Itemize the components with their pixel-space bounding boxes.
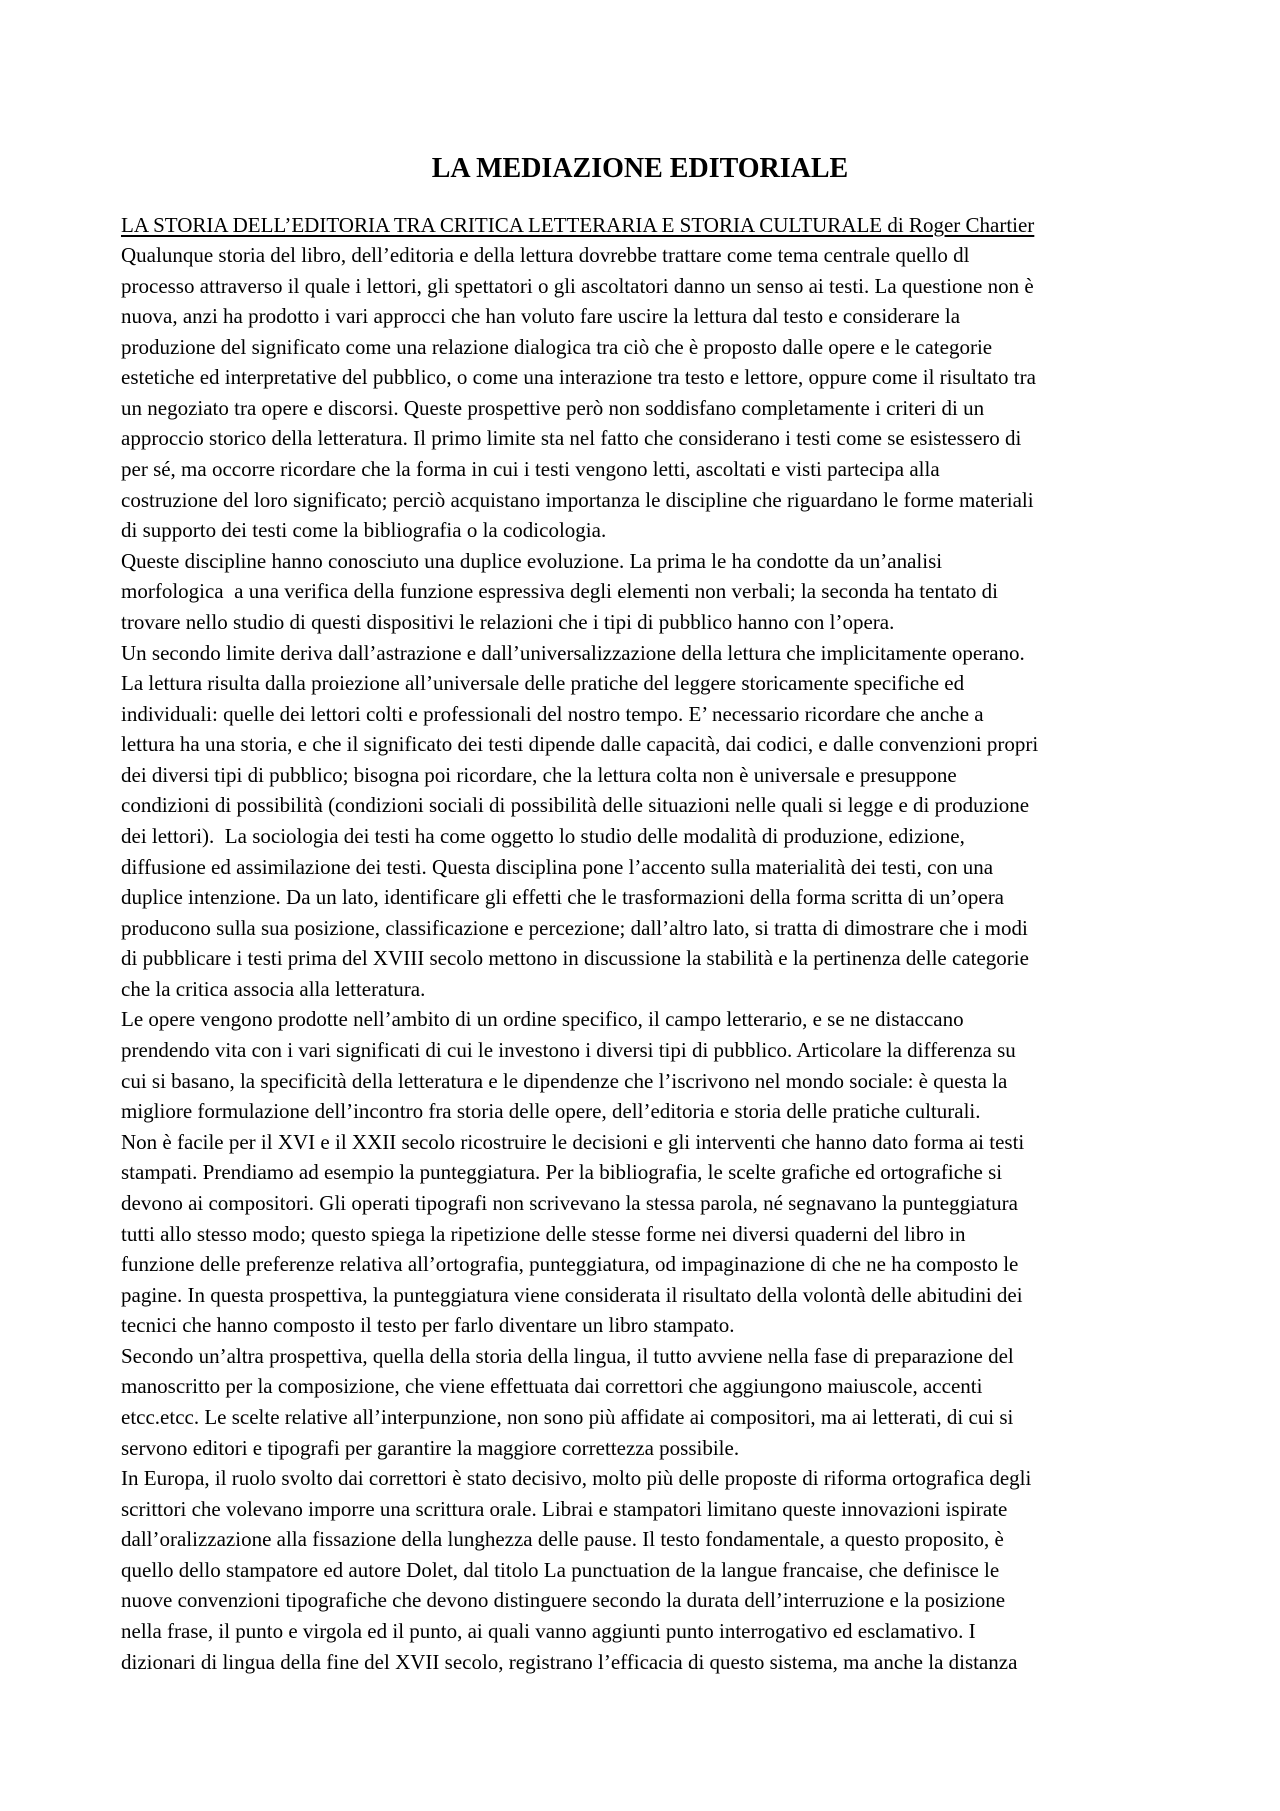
- paragraph-2: [121, 546, 1261, 638]
- body-line: servono editori e tipografi per garantire la maggiore correttezza possibile.: [121, 1435, 740, 1460]
- body-line: La lettura risulta dalla proiezione all’universale delle pratiche del leggere storicamente specifiche ed: [121, 671, 965, 696]
- body-line: In Europa, il ruolo svolto dai correttori è stato decisivo, molto più delle proposte di riforma ortografica degli: [121, 1466, 1032, 1491]
- body-line: producono sulla sua posizione, classificazione e percezione; dall’altro lato, si tratta di dimostrare che i modi: [121, 915, 1028, 940]
- body-line: lettura ha una storia, e che il significato dei testi dipende dalle capacità, dai codici, e dalle convenzioni propri: [121, 732, 1039, 757]
- body-line: dizionari di lingua della fine del XVII secolo, registrano l’efficacia di questo sistema, ma anche la distanza: [121, 1649, 1018, 1674]
- body-line: Non è facile per il XVI e il XXII secolo ricostruire le decisioni e gli interventi che hanno dato forma ai testi: [121, 1129, 1025, 1154]
- body-line: dei lettori). La sociologia dei testi ha come oggetto lo studio delle modalità di produzione, edizione,: [121, 823, 965, 848]
- body-line: scrittori che volevano imporre una scrittura orale. Librai e stampatori limitano queste innovazioni ispirate: [121, 1496, 1008, 1521]
- body-line: per sé, ma occorre ricordare che la forma in cui i testi vengono letti, ascoltati e visti partecipa alla: [121, 457, 940, 482]
- body-line: nella frase, il punto e virgola ed il punto, ai quali vanno aggiunti punto interrogativo ed esclamativo. I: [121, 1619, 976, 1644]
- body-line: tutti allo stesso modo; questo spiega la ripetizione delle stesse forme nei diversi quaderni del libro in: [121, 1221, 966, 1246]
- document-body: [121, 240, 1261, 1677]
- body-line: migliore formulazione dell’incontro fra storia delle opere, dell’editoria e storia delle pratiche culturali.: [121, 1099, 981, 1124]
- document-subtitle: LA STORIA DELL’EDITORIA TRA CRITICA LETTERARIA E STORIA CULTURALE di Roger Chartier: [121, 213, 1035, 237]
- body-line: stampati. Prendiamo ad esempio la punteggiatura. Per la bibliografia, le scelte grafiche ed ortografiche si: [121, 1160, 1003, 1185]
- body-line: dei diversi tipi di pubblico; bisogna poi ricordare, che la lettura colta non è universale e presuppone: [121, 762, 957, 787]
- body-line: funzione delle preferenze relativa all’ortografia, punteggiatura, od impaginazione di che ne ha composto le: [121, 1252, 1019, 1277]
- paragraph-5: [121, 1127, 1261, 1341]
- body-line: che la critica associa alla letteratura.: [121, 976, 426, 1001]
- body-line: un negoziato tra opere e discorsi. Queste prospettive però non soddisfano completamente i criteri di un: [121, 395, 985, 420]
- body-line: devono ai compositori. Gli operati tipografi non scrivevano la stessa parola, né segnavano la punteggiatura: [121, 1190, 1018, 1215]
- body-line: Le opere vengono prodotte nell’ambito di un ordine specifico, il campo letterario, e se ne distaccano: [121, 1007, 964, 1032]
- body-line: morfologica a una verifica della funzione espressiva degli elementi non verbali; la seconda ha tentato di: [121, 579, 998, 604]
- body-line: Queste discipline hanno conosciuto una duplice evoluzione. La prima le ha condotte da un’analisi: [121, 548, 943, 573]
- body-line: cui si basano, la specificità della letteratura e le dipendenze che l’iscrivono nel mondo sociale: è questa la: [121, 1068, 1008, 1093]
- document-title: LA MEDIAZIONE EDITORIALE: [431, 153, 849, 184]
- body-line: prendendo vita con i vari significati di cui le investono i diversi tipi di pubblico. Articolare la differenza su: [121, 1038, 1016, 1063]
- body-line: approccio storico della letteratura. Il primo limite sta nel fatto che considerano i testi come se esistessero di: [121, 426, 1022, 451]
- body-line: nuova, anzi ha prodotto i vari approcci che han voluto fare uscire la lettura dal testo e considerare la: [121, 304, 961, 329]
- body-line: di pubblicare i testi prima del XVIII secolo mettono in discussione la stabilità e la pertinenza delle categorie: [121, 946, 1029, 971]
- paragraph-7: [121, 1463, 1261, 1677]
- body-line: tecnici che hanno composto il testo per farlo diventare un libro stampato.: [121, 1313, 735, 1338]
- body-line: dall’oralizzazione alla fissazione della lunghezza delle pause. Il testo fondamentale, a questo proposito, è: [121, 1527, 1004, 1552]
- body-line: pagine. In questa prospettiva, la punteggiatura viene considerata il risultato della volontà delle abitudini dei: [121, 1282, 1023, 1307]
- body-line: Secondo un’altra prospettiva, quella della storia della lingua, il tutto avviene nella fase di preparazione del: [121, 1343, 1014, 1368]
- body-line: manoscritto per la composizione, che viene effettuata dai correttori che aggiungono maiuscole, accenti: [121, 1374, 983, 1399]
- body-line: trovare nello studio di questi dispositivi le relazioni che i tipi di pubblico hanno con l’opera.: [121, 609, 895, 634]
- paragraph-4: [121, 1004, 1261, 1126]
- body-line: etcc.etcc. Le scelte relative all’interpunzione, non sono più affidate ai compositori, ma ai letterati, di cui si: [121, 1404, 1014, 1429]
- body-line: costruzione del loro significato; perciò acquistano importanza le discipline che riguardano le forme materiali: [121, 487, 1034, 512]
- body-line: estetiche ed interpretative del pubblico, o come una interazione tra testo e lettore, oppure come il risultato tra: [121, 365, 1036, 390]
- body-line: Un secondo limite deriva dall’astrazione e dall’universalizzazione della lettura che implicitamente operano.: [121, 640, 1025, 665]
- body-line: di supporto dei testi come la bibliografia o la codicologia.: [121, 518, 607, 543]
- body-line: condizioni di possibilità (condizioni sociali di possibilità delle situazioni nelle quali si legge e di produzione: [121, 793, 1030, 818]
- body-line: individuali: quelle dei lettori colti e professionali del nostro tempo. E’ necessario ricordare che anche a: [121, 701, 984, 726]
- body-line: diffusione ed assimilazione dei testi. Questa disciplina pone l’accento sulla materialità dei testi, con una: [121, 854, 994, 879]
- body-line: processo attraverso il quale i lettori, gli spettatori o gli ascoltatori danno un senso ai testi. La questione non è: [121, 273, 1034, 298]
- paragraph-3: [121, 638, 1261, 1005]
- body-line: quello dello stampatore ed autore Dolet, dal titolo La punctuation de la langue francaise, che definisce le: [121, 1557, 1000, 1582]
- body-line: produzione del significato come una relazione dialogica tra ciò che è proposto dalle opere e le categorie: [121, 334, 993, 359]
- paragraph-1: [121, 240, 1261, 546]
- body-line: nuove convenzioni tipografiche che devono distinguere secondo la durata dell’interruzione e la posizione: [121, 1588, 1006, 1613]
- body-line: Qualunque storia del libro, dell’editoria e della lettura dovrebbe trattare come tema centrale quello dl: [121, 243, 970, 267]
- body-line: duplice intenzione. Da un lato, identificare gli effetti che le trasformazioni della forma scritta di un’opera: [121, 885, 1005, 910]
- paragraph-6: [121, 1341, 1261, 1463]
